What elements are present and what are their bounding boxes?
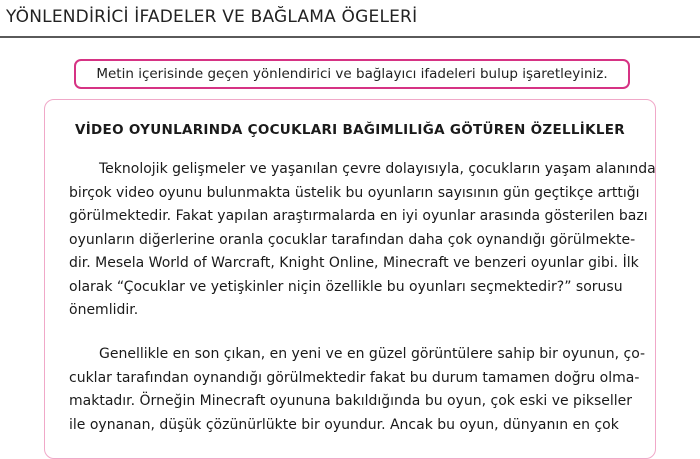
paragraph-line: görülmektedir. Fakat yapılan araştırmalarda en iyi oyunlar arasında gösterilen bazı — [69, 208, 648, 224]
article-card — [44, 99, 656, 459]
paragraph-line: Genellikle en son çıkan, en yeni ve en güzel görüntülere sahip bir oyunun, ço- — [99, 346, 646, 362]
paragraph-line: olarak “Çocuklar ve yetişkinler niçin özellikle bu oyunları seçmektedir?” sorusu — [69, 278, 623, 295]
paragraph-line: önemlidir. — [69, 302, 139, 318]
paragraph-line: dir. Mesela World of Warcraft, Knight Online, Minecraft ve benzeri oyunlar gibi. İlk — [69, 255, 639, 271]
paragraph-line: ile oynanan, düşük çözünürlükte bir oyundur. Ancak bu oyun, dünyanın en çok — [69, 416, 619, 433]
page-header — [0, 0, 700, 38]
page-title: YÖNLENDİRİCİ İFADELER VE BAĞLAMA ÖGELERİ — [6, 7, 418, 27]
instruction-box — [74, 59, 630, 89]
article-title: VİDEO OYUNLARINDA ÇOCUKLARI BAĞIMLILIĞA GÖTÜREN ÖZELLİKLER — [74, 122, 625, 138]
article-paragraph-1 — [69, 158, 656, 323]
paragraph-line: maktadır. Örneğin Minecraft oyununa bakıldığında bu oyun, çok eski ve pikseller — [69, 393, 633, 409]
paragraph-line: oyunların diğerlerine oranla çocuklar tarafından daha çok oynandığı görülmekte- — [69, 231, 636, 248]
article-paragraph-2 — [69, 343, 646, 437]
paragraph-line: birçok video oyunu bulunmakta üstelik bu oyunların sayısının gün geçtikçe arttığı — [69, 184, 640, 201]
instruction-text: Metin içerisinde geçen yönlendirici ve bağlayıcı ifadeleri bulup işaretleyiniz. — [96, 66, 608, 82]
paragraph-line: Teknolojik gelişmeler ve yaşanılan çevre dolayısıyla, çocukların yaşam alanında — [99, 161, 656, 177]
paragraph-line: cuklar tarafından oynandığı görülmektedir fakat bu durum tamamen doğru olma- — [69, 369, 640, 386]
